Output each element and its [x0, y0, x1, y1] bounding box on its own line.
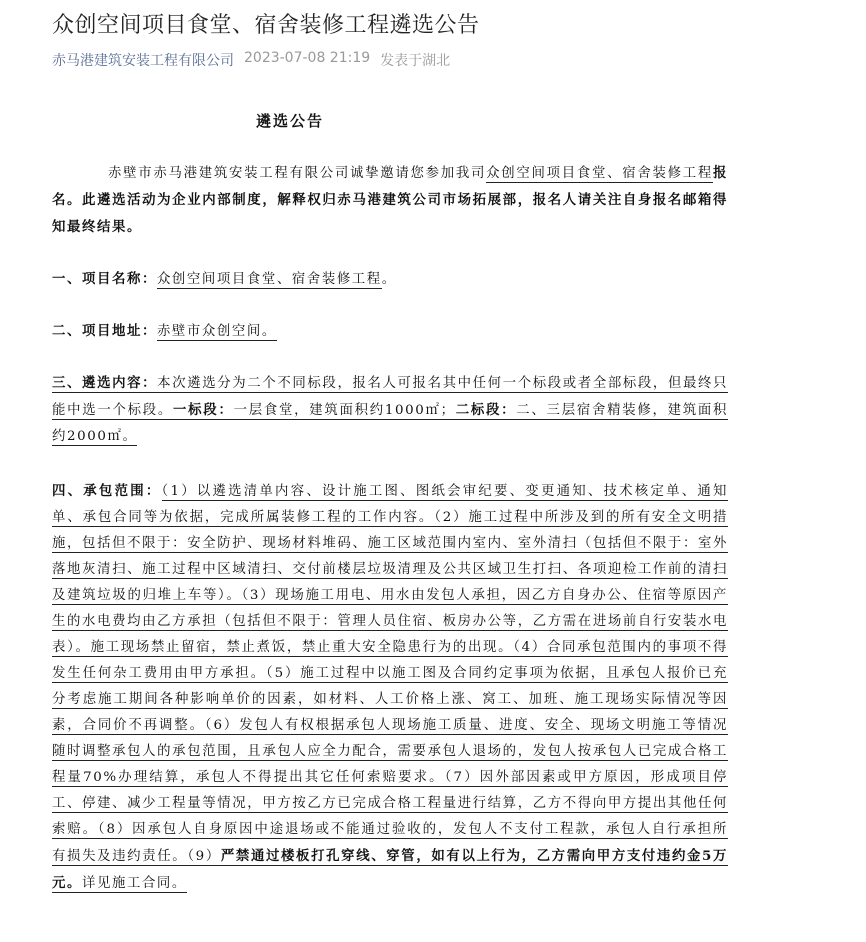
account-name-link[interactable]: 赤马港建筑安装工程有限公司: [52, 53, 234, 69]
section-contract-scope: [52, 478, 728, 897]
publish-location: 发表于湖北: [380, 53, 451, 69]
section-3-lot1-text: 一层食堂，建筑面积约1000㎡；: [233, 403, 456, 418]
section-project-name: [52, 266, 728, 293]
section-3-lot1-label: 一标段：: [173, 402, 234, 418]
section-3-lot2-text: 二、三层宿舍精装修，建筑面积约2000㎡。: [52, 403, 728, 444]
intro-paragraph: [52, 160, 728, 241]
publish-datetime: 2023-07-08 21:19: [244, 50, 371, 66]
notice-heading: 遴选公告: [255, 112, 324, 130]
section-1-end: 。: [381, 272, 397, 287]
section-3-text-a: 本次遴选分为二个不同标段，报名人可报名其中任何一个标段或者全部标段，但最终只能中选一个标段。: [52, 376, 729, 418]
section-2-value: 赤壁市众创空间。: [156, 324, 277, 339]
section-1-label: 一、项目名称：: [52, 271, 157, 287]
section-4-text: （1）以遴选清单内容、设计施工图、图纸会审纪要、变更通知、技术核定单、通知单、承包合同等为依据，完成所属装修工程的工作内容。（2）施工过程中所涉及到的所有安全文明措施，包括但不限于：安全防护、现场材料堆码、施工区域范围内室内、室外清扫（包括但不限于：室外落地灰清扫、施工过程中区域清扫、交付前楼层垃圾清理及公共区域卫生打扫、各项迎检工作前的清扫及建筑垃圾的归堆上车等）。（3）现场施工用电、用水由发包人承担，因乙方自身办公、住宿等原因产生的水电费均由乙方承担（包括但不限于：管理人员住宿、板房办公等，乙方需在进场前自行安装水电表）。施工现场禁止留宿，禁止煮饭，禁止重大安全隐患行为的出现。（4）合同承包范围内的事项不得发生任何杂工费用由甲方承担。（5）施工过程中以施工图及合同约定事项为依据，且承包人报价已充分考虑施工期间各种影响单价的因素，如材料、人工价格上涨、窝工、加班、施工现场实际情况等因素，合同价不再调整。（6）发包人有权根据承包人现场施工质量、进度、安全、现场文明施工等情况随时调整承包人的承包范围，且承包人应全力配合，需要承包人退场的，发包人按承包人已完成合格工程量70%办理结算，承包人不得提出其它任何索赔要求。（7）因外部因素或甲方原因，形成项目停工、停建、减少工程量等情况，甲方按乙方已完成合格工程量进行结算，乙方不得向甲方提出其他任何索赔。（8）因承包人自身原因中途退场或不能通过验收的，发包人不支付工程款，承包人自行承担所有损失及违约责任。（9）: [52, 484, 728, 864]
section-1-value: 众创空间项目食堂、宿舍装修工程: [156, 272, 382, 287]
section-selection-content: [52, 370, 728, 450]
article-title: 众创空间项目食堂、宿舍装修工程遴选公告: [52, 13, 480, 38]
article-meta: [52, 50, 450, 70]
section-project-address: [52, 318, 728, 345]
section-4-bold-text: 严禁通过楼板打孔穿线、穿管，如有以上行为，乙方需向甲方支付违约金5万元。: [52, 848, 728, 891]
section-4-end: 详见施工合同。: [81, 876, 187, 891]
section-3-label: 三、遴选内容：: [52, 375, 158, 391]
intro-text-b: 报名。此遴选活动为企业内部制度，解释权归赤马港建筑公司市场拓展部，报名人请关注自身报名邮箱得知最终结果。: [52, 165, 728, 235]
intro-project-name: 众创空间项目食堂、宿舍装修工程: [486, 166, 713, 181]
section-3-lot2-label: 二标段：: [455, 402, 517, 418]
intro-text-a: 赤壁市赤马港建筑安装工程有限公司诚挚邀请您参加我司: [108, 166, 487, 181]
section-4-label: 四、承包范围：: [52, 483, 162, 499]
section-2-label: 二、项目地址：: [52, 323, 157, 339]
